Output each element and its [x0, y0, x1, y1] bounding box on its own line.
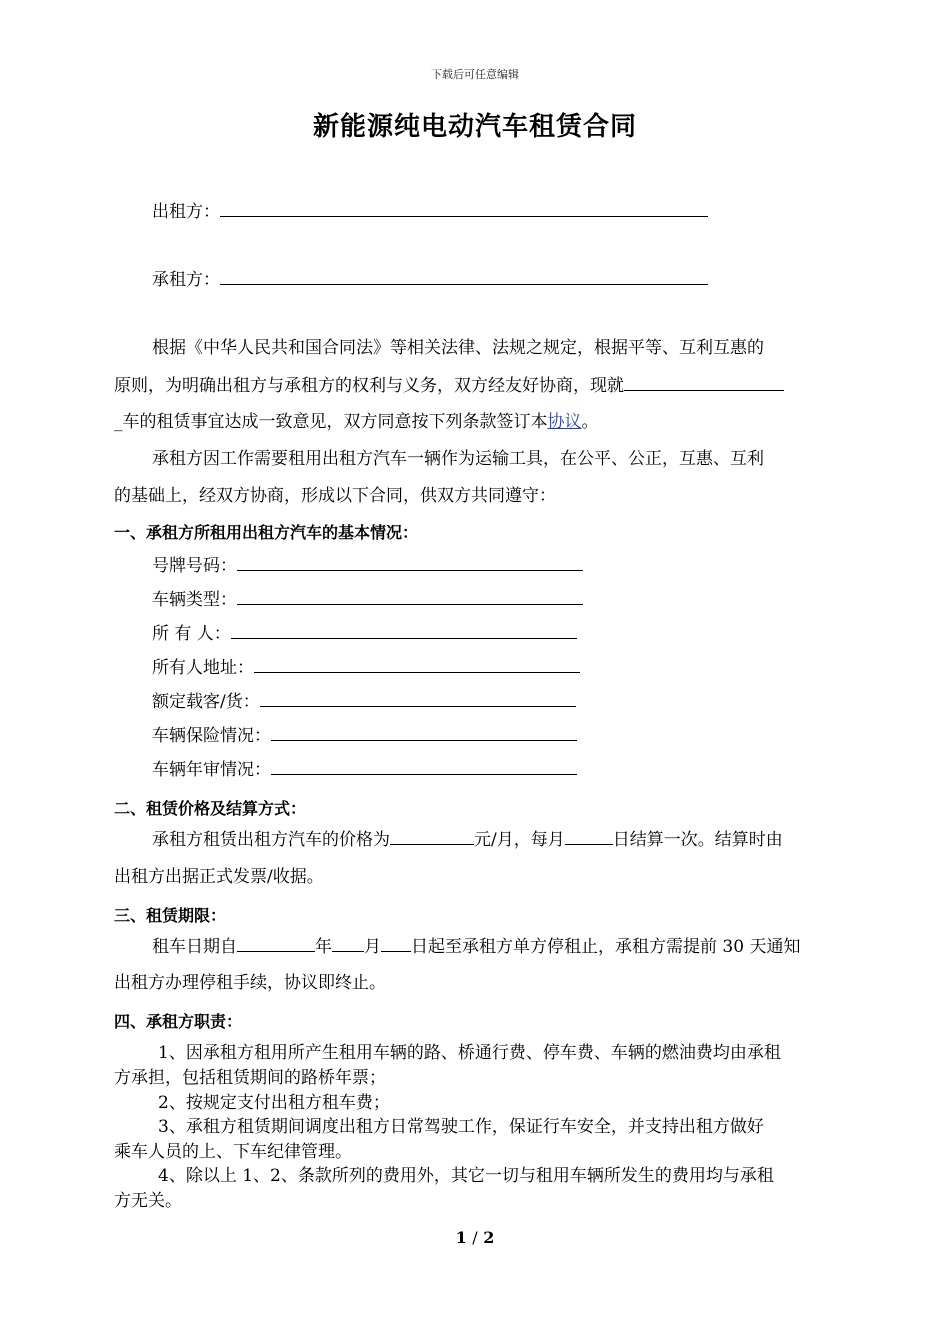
- lessor-label: 出租方：: [152, 202, 220, 222]
- field-capacity: [152, 690, 576, 713]
- page-total: 2: [483, 1228, 495, 1247]
- start-day-blank[interactable]: [381, 935, 411, 952]
- field-plate: [152, 554, 583, 577]
- field-type: [152, 588, 583, 611]
- section3-line1: [152, 935, 800, 958]
- section3-day-text: 日起至承租方单方停租止，承租方需提前 30 天通知: [411, 937, 801, 957]
- field-owner-address-blank[interactable]: [254, 656, 580, 673]
- preamble-p2-line2: 的基础上，经双方协商，形成以下合同，供双方共同遵守：: [114, 486, 556, 506]
- section3-line2: 出租方办理停租手续，协议即终止。: [114, 973, 386, 993]
- section4-heading: 四、承租方职责：: [114, 1012, 243, 1031]
- field-capacity-label: 额定载客/货：: [152, 692, 260, 712]
- field-owner-address: [152, 656, 580, 679]
- lessee-line: [152, 268, 708, 291]
- section3-start-text: 租车日期自: [152, 937, 237, 957]
- field-type-label: 车辆类型：: [152, 590, 237, 610]
- section2-line1: [152, 828, 783, 851]
- field-inspection-blank[interactable]: [271, 758, 577, 775]
- section4-item1-line2: 方承担，包括租赁期间的路桥年票；: [114, 1068, 386, 1088]
- preamble-p1-line3-text: _车的租赁事宜达成一致意见，双方同意按下列条款签订本: [114, 412, 548, 432]
- section3-month-text: 月: [364, 937, 381, 957]
- vehicle-blank[interactable]: [624, 374, 784, 391]
- section4-item3-line1: 3、承租方租赁期间调度出租方日常驾驶工作，保证行车安全，并支持出租方做好: [158, 1117, 764, 1137]
- field-insurance: [152, 724, 577, 747]
- page-number: [0, 1228, 950, 1247]
- field-plate-blank[interactable]: [237, 554, 583, 571]
- field-inspection-label: 车辆年审情况：: [152, 760, 271, 780]
- preamble-p1-line3-end: 。: [581, 412, 599, 432]
- field-type-blank[interactable]: [237, 588, 583, 605]
- section4-item2: 2、按规定支付出租方租车费；: [158, 1093, 390, 1113]
- section2-unit-text: 元/月，每月: [474, 830, 565, 850]
- preamble-p1-line3: [114, 411, 599, 433]
- field-owner: [152, 622, 577, 645]
- field-owner-blank[interactable]: [231, 622, 577, 639]
- section2-settle-text: 日结算一次。结算时由: [612, 830, 783, 850]
- section4-item1-line1: 1、因承租方租用所产生租用车辆的路、桥通行费、停车费、车辆的燃油费均由承租: [158, 1043, 781, 1063]
- lessee-label: 承租方：: [152, 270, 220, 290]
- field-inspection: [152, 758, 577, 781]
- field-owner-label: 所 有 人：: [152, 624, 231, 644]
- field-capacity-blank[interactable]: [260, 690, 576, 707]
- header-note: 下载后可任意编辑: [431, 68, 519, 81]
- preamble-p2-line1: 承租方因工作需要租用出租方汽车一辆作为运输工具，在公平、公正，互惠、互利: [152, 449, 764, 469]
- preamble-p1-line2: [114, 374, 784, 397]
- settlement-day-blank[interactable]: [565, 828, 613, 845]
- section4-item3-line2: 乘车人员的上、下车纪律管理。: [114, 1142, 352, 1162]
- lessor-blank[interactable]: [220, 200, 708, 217]
- lessor-line: [152, 200, 708, 223]
- price-blank[interactable]: [390, 828, 474, 845]
- section2-line2: 出租方出据正式发票/收据。: [114, 867, 324, 887]
- preamble-p1-line2-text: 原则，为明确出租方与承租方的权利与义务，双方经友好协商，现就: [114, 376, 624, 396]
- start-month-blank[interactable]: [332, 935, 364, 952]
- page-current: 1: [455, 1228, 467, 1247]
- field-owner-address-label: 所有人地址：: [152, 658, 254, 678]
- section4-item4-line2: 方无关。: [114, 1191, 182, 1211]
- agreement-link[interactable]: 协议: [547, 412, 582, 432]
- section2-price-text: 承租方租赁出租方汽车的价格为: [152, 830, 390, 850]
- contract-title: 新能源纯电动汽车租赁合同: [312, 112, 637, 142]
- section2-heading: 二、租赁价格及结算方式：: [114, 799, 307, 818]
- start-year-blank[interactable]: [237, 935, 315, 952]
- page-separator: /: [472, 1228, 478, 1247]
- preamble-p1-line1: 根据《中华人民共和国合同法》等相关法律、法规之规定，根据平等、互利互惠的: [152, 338, 764, 358]
- section3-year-text: 年: [315, 937, 332, 957]
- lessee-blank[interactable]: [220, 268, 708, 285]
- field-plate-label: 号牌号码：: [152, 556, 237, 576]
- field-insurance-label: 车辆保险情况：: [152, 726, 271, 746]
- section1-heading: 一、承租方所租用出租方汽车的基本情况：: [114, 523, 419, 542]
- field-insurance-blank[interactable]: [271, 724, 577, 741]
- section4-item4-line1: 4、除以上 1、2、条款所列的费用外，其它一切与租用车辆所发生的费用均与承租: [158, 1166, 774, 1186]
- section3-heading: 三、租赁期限：: [114, 906, 227, 925]
